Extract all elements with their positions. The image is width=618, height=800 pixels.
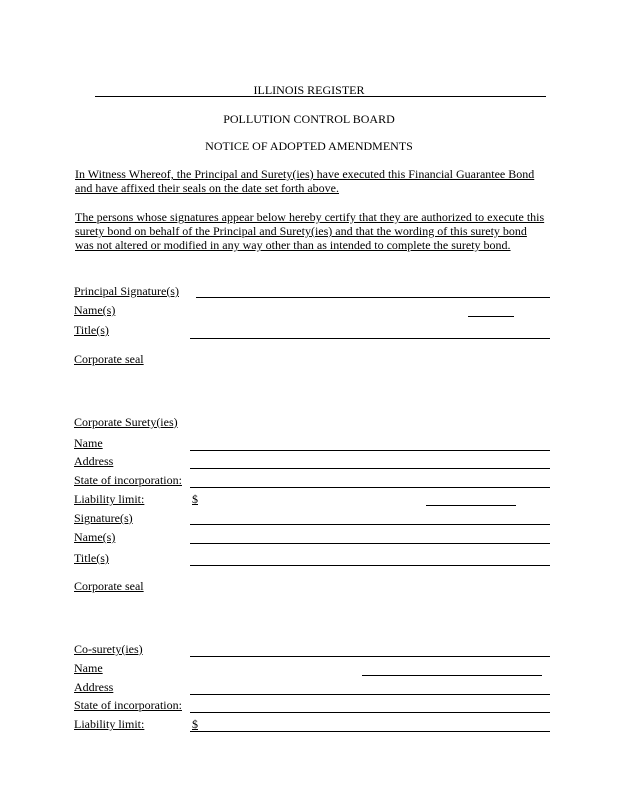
cosurety-address-label: Address — [74, 680, 114, 694]
board-title: POLLUTION CONTROL BOARD — [223, 112, 395, 126]
surety-signature-field[interactable] — [190, 524, 550, 525]
cosurety-liability-label: Liability limit: — [74, 717, 145, 731]
register-title: ILLINOIS REGISTER — [253, 83, 365, 97]
cosurety-address-field[interactable] — [190, 694, 550, 695]
witness-paragraph: In Witness Whereof, the Principal and Surety(ies) have executed this Financial Guarantee Bond and have affixed their seals on the date set forth above. — [75, 167, 535, 195]
surety-name-label: Name — [74, 436, 103, 450]
surety-state-label: State of incorporation: — [74, 473, 182, 487]
notice-title: NOTICE OF ADOPTED AMENDMENTS — [205, 139, 413, 153]
surety-state-field[interactable] — [190, 487, 550, 488]
cosurety-state-field[interactable] — [190, 712, 550, 713]
certify-paragraph: The persons whose signatures appear below hereby certify that they are authorized to execute this surety bond on behalf of the Principal and Surety(ies) and that the wording of this surety bond was not altered or modified in any way other than as intended to complete the surety bond. — [75, 210, 545, 252]
principal-titles-field[interactable] — [190, 338, 550, 339]
principal-signature-label: Principal Signature(s) — [74, 284, 179, 298]
surety-heading: Corporate Surety(ies) — [74, 415, 178, 429]
cosurety-state-label: State of incorporation: — [74, 698, 182, 712]
surety-name-field[interactable] — [190, 450, 550, 451]
surety-names-field[interactable] — [190, 543, 550, 544]
principal-names-field[interactable] — [468, 316, 514, 317]
principal-signature-field[interactable] — [196, 297, 550, 298]
cosurety-currency: $ — [192, 717, 198, 731]
cosurety-name-field[interactable] — [362, 675, 542, 676]
surety-currency: $ — [192, 492, 198, 506]
surety-seal-label: Corporate seal — [74, 579, 144, 593]
surety-titles-label: Title(s) — [74, 551, 109, 565]
surety-titles-field[interactable] — [190, 565, 550, 566]
surety-address-field[interactable] — [190, 468, 550, 469]
principal-names-label: Name(s) — [74, 303, 116, 317]
surety-names-label: Name(s) — [74, 530, 116, 544]
surety-liability-field[interactable] — [426, 505, 516, 506]
principal-seal-label: Corporate seal — [74, 352, 144, 366]
cosurety-liability-field[interactable] — [190, 731, 550, 732]
surety-address-label: Address — [74, 454, 114, 468]
principal-titles-label: Title(s) — [74, 323, 109, 337]
cosurety-name-label: Name — [74, 661, 103, 675]
cosurety-heading: Co-surety(ies) — [74, 642, 143, 656]
cosurety-heading-field[interactable] — [190, 656, 550, 657]
surety-signature-label: Signature(s) — [74, 511, 133, 525]
surety-liability-label: Liability limit: — [74, 492, 145, 506]
